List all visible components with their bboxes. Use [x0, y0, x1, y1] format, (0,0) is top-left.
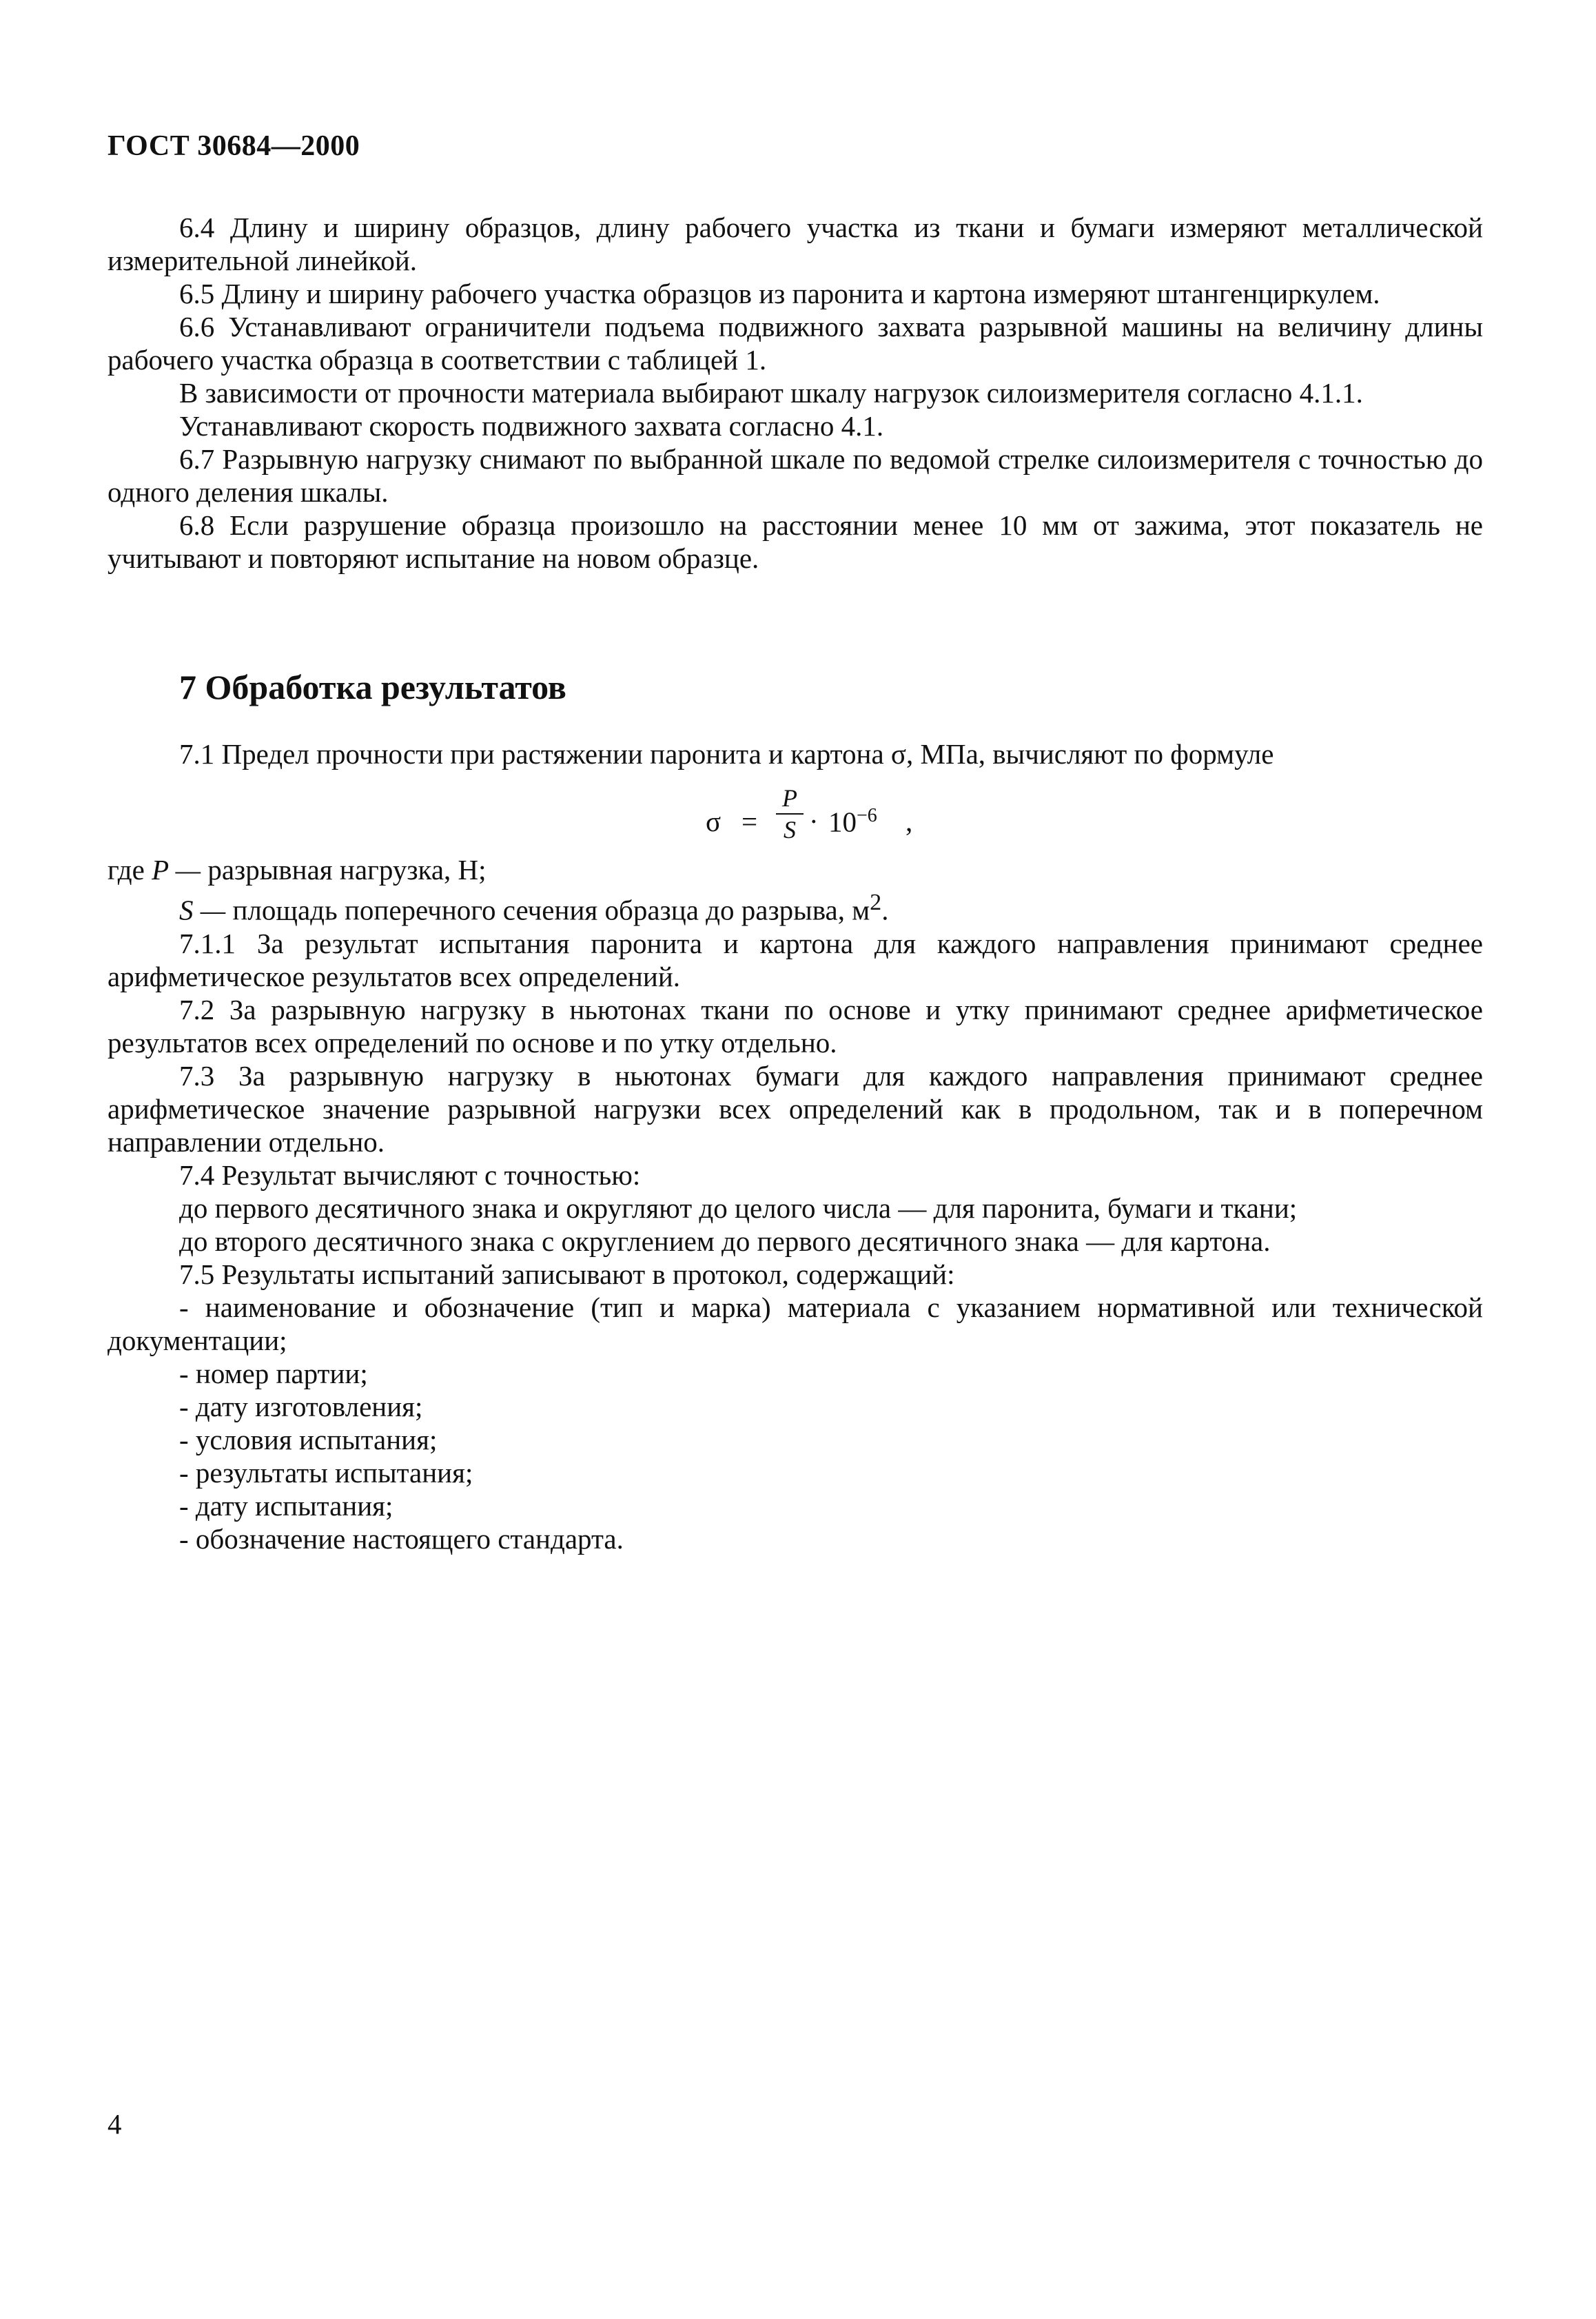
- formula-base: 10: [828, 806, 857, 838]
- paragraph-7-3: 7.3 За разрывную нагрузку в ньютонах бумаги для каждого направления принимают среднее арифметическое значение разрывной нагрузки всех определений как в продольном, так и в поперечном направлении отдельно.: [108, 1059, 1483, 1158]
- protocol-item: - дату изготовления;: [179, 1390, 423, 1422]
- paragraph-7-1-1: 7.1.1 За результат испытания паронита и картона для каждого направления принимают среднее арифметическое результатов всех определений.: [108, 927, 1483, 992]
- where-p-description: разрывная нагрузка, Н;: [207, 854, 487, 886]
- section-6-paragraphs: [108, 211, 1483, 575]
- document-code-header: ГОСТ 30684—2000: [108, 130, 360, 162]
- paragraph-6-5: 6.5 Длину и ширину рабочего участка образцов из паронита и картона измеряют штангенциркулем.: [179, 278, 1380, 309]
- page-number: 4: [108, 2108, 122, 2140]
- formula-denominator: S: [784, 816, 796, 844]
- paragraph-6-6-scale: В зависимости от прочности материала выбирают шкалу нагрузок силоизмерителя согласно 4.1.1.: [179, 377, 1363, 409]
- protocol-item: - дату испытания;: [179, 1489, 393, 1522]
- protocol-item: - обозначение настоящего стандарта.: [179, 1522, 624, 1555]
- paragraph-7-4-a: до первого десятичного знака и округляют до целого числа — для паронита, бумаги и ткани;: [179, 1192, 1298, 1224]
- protocol-item: - условия испытания;: [179, 1423, 438, 1455]
- paragraph-6-6: 6.6 Устанавливают ограничители подъема подвижного захвата разрывной машины на величину длины рабочего участка образца в соответствии с таблицей 1.: [108, 311, 1483, 376]
- paragraph-6-7: 6.7 Разрывную нагрузку снимают по выбранной шкале по ведомой стрелке силоизмерителя с точностью до одного деления шкалы.: [108, 443, 1483, 508]
- formula-exponent: −6: [857, 805, 877, 826]
- protocol-item: - наименование и обозначение (тип и марка) материала с указанием нормативной или технической документации;: [108, 1291, 1483, 1356]
- paragraph-7-5: 7.5 Результаты испытаний записывают в протокол, содержащий:: [179, 1258, 955, 1290]
- formula-multiply: ·: [809, 806, 819, 837]
- section-7-title: 7 Обработка результатов: [179, 668, 566, 706]
- section-7-paragraphs: [108, 853, 1483, 1555]
- protocol-item: - результаты испытания;: [179, 1456, 473, 1489]
- protocol-item: - номер партии;: [179, 1357, 368, 1389]
- where-s-superscript: 2: [870, 890, 882, 915]
- paragraph-7-4-b: до второго десятичного знака с округлением до первого десятичного знака — для картона.: [179, 1225, 1271, 1257]
- formula-fraction-bar: [776, 813, 804, 815]
- formula-power: [828, 805, 877, 839]
- formula-comma: ,: [906, 806, 913, 837]
- paragraph-7-2: 7.2 За разрывную нагрузку в ньютонах ткани по основе и утку принимают среднее арифметическое результатов всех определений по основе и по утку отдельно.: [108, 993, 1483, 1059]
- formula-equals: =: [741, 806, 758, 837]
- formula-fraction: [776, 784, 804, 844]
- where-p-symbol: P —: [152, 854, 201, 886]
- where-label: где: [108, 854, 145, 886]
- paragraph-6-6-speed: Устанавливают скорость подвижного захвата согласно 4.1.: [179, 410, 884, 442]
- tensile-strength-formula: [706, 784, 940, 860]
- paragraph-7-1: 7.1 Предел прочности при растяжении паронита и картона σ, МПа, вычисляют по формуле: [179, 738, 1274, 770]
- where-p-line: [108, 853, 1483, 886]
- where-s-end: .: [881, 894, 889, 926]
- where-s-line: [108, 886, 1483, 927]
- where-s-symbol: S —: [179, 894, 226, 926]
- where-s-description: площадь поперечного сечения образца до разрыва, м: [232, 894, 870, 926]
- paragraph-7-1-block: [108, 737, 1483, 770]
- formula-numerator: P: [782, 784, 797, 812]
- paragraph-7-4: 7.4 Результат вычисляют с точностью:: [179, 1158, 641, 1191]
- paragraph-6-4: 6.4 Длину и ширину образцов, длину рабочего участка из ткани и бумаги измеряют металлической измерительной линейкой.: [108, 212, 1483, 276]
- formula-sigma: σ: [706, 806, 722, 837]
- paragraph-6-8: 6.8 Если разрушение образца произошло на расстоянии менее 10 мм от зажима, этот показатель не учитывают и повторяют испытание на новом образце.: [108, 509, 1483, 574]
